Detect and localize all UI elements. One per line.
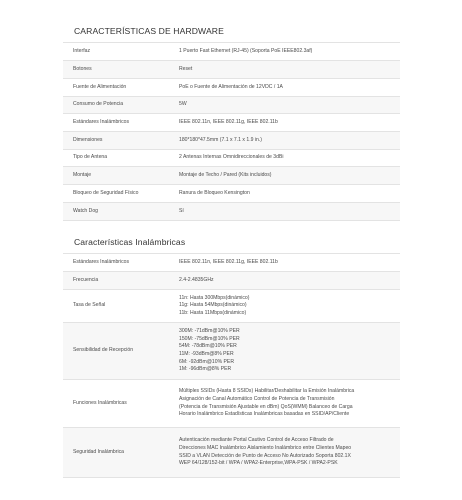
wireless-section-title: Características Inalámbricas xyxy=(74,237,186,247)
spec-value-line: SSID a VLAN Detección de Punto de Acceso No Autorizado Soporta 802.1X xyxy=(179,452,351,459)
spec-value xyxy=(179,437,400,467)
spec-value xyxy=(179,388,400,418)
spec-label: Dimensiones xyxy=(73,136,103,143)
spec-value-line: Sí xyxy=(179,207,184,214)
spec-label: Seguridad Inalámbrica xyxy=(73,448,124,455)
spec-value xyxy=(179,277,400,285)
spec-label: Interfaz xyxy=(73,47,90,54)
spec-row xyxy=(63,428,400,478)
spec-label: Frecuencia xyxy=(73,276,99,283)
hardware-section-title: CARACTERÍSTICAS DE HARDWARE xyxy=(74,26,224,36)
spec-label: Botones xyxy=(73,65,92,72)
spec-value xyxy=(179,328,400,374)
spec-value-line: 11M: -93dBm@8% PER xyxy=(179,351,234,357)
spec-label: Tasa de Señal xyxy=(73,302,106,309)
spec-row xyxy=(63,290,400,323)
hardware-spec-table xyxy=(63,42,400,221)
wireless-spec-table xyxy=(63,253,400,478)
spec-label: Sensibilidad de Recepción xyxy=(73,347,134,354)
spec-value xyxy=(179,119,400,127)
spec-value xyxy=(179,172,400,180)
spec-label: Fuente de Alimentación xyxy=(73,83,127,90)
spec-value xyxy=(179,208,400,216)
spec-value-line: PoE o Fuente de Alimentación de 12VDC / 1A xyxy=(179,83,283,90)
spec-value xyxy=(179,190,400,198)
spec-value-line: Autenticación mediante Portal Cautivo Control de Acceso Filtrado de xyxy=(179,437,334,444)
spec-value-line: 54M: -78dBm@10% PER xyxy=(179,343,237,350)
spec-value-line: 11g: Hasta 54Mbps(dinámico) xyxy=(179,302,247,309)
spec-row xyxy=(63,79,400,97)
spec-row xyxy=(63,43,400,61)
spec-value xyxy=(179,48,400,56)
spec-row xyxy=(63,167,400,185)
spec-label: Estándares Inalámbricos xyxy=(73,258,130,265)
spec-value-line: 2.4-2.4835GHz xyxy=(179,276,214,283)
spec-value xyxy=(179,137,400,145)
spec-label: Bloqueo de Seguridad Físico xyxy=(73,189,139,196)
spec-value-line: 6M: -92dBm@10% PER xyxy=(179,358,234,365)
spec-value-line: Montaje de Techo / Pared (Kits incluidos) xyxy=(179,171,272,178)
spec-row xyxy=(63,132,400,150)
spec-row xyxy=(63,323,400,380)
spec-value-line: 11n: Hasta 300Mbps(dinámico) xyxy=(179,294,250,301)
spec-value-line: Múltiples SSIDs (Hasta 8 SSIDs) Habilitar/Deshabilitar la Emisión Inalámbrica xyxy=(179,388,355,395)
spec-row xyxy=(63,97,400,114)
spec-value-line: 180*180*47.5mm (7.1 x 7.1 x 1.9 in.) xyxy=(179,136,262,143)
spec-value-line: 300M: -71dBm@10% PER xyxy=(179,328,240,335)
spec-value-line: 1 Puerto Fast Ethernet (RJ-45) (Soporta PoE IEEE802.3af) xyxy=(179,47,313,54)
spec-label: Consumo de Potencia xyxy=(73,101,124,108)
spec-value-line: 2 Antenas Internas Omnidireccionales de 3dBi xyxy=(179,154,284,161)
spec-value xyxy=(179,66,400,74)
spec-label: Tipo de Antena xyxy=(73,154,108,161)
spec-row xyxy=(63,150,400,167)
spec-value-line: 5W xyxy=(179,101,187,108)
spec-value-line: IEEE 802.11n, IEEE 802.11g, IEEE 802.11b xyxy=(179,118,278,125)
spec-value xyxy=(179,84,400,92)
spec-value xyxy=(179,154,400,162)
spec-value xyxy=(179,259,400,267)
spec-row xyxy=(63,380,400,428)
spec-row xyxy=(63,272,400,290)
spec-value-line: 1M: -96dBm@8% PER xyxy=(179,366,232,373)
spec-row xyxy=(63,61,400,79)
spec-label: Estándares Inalámbricos xyxy=(73,118,130,125)
spec-value-line: 150M: -75dBm@10% PER xyxy=(179,335,240,342)
spec-label: Funciones Inalámbricas xyxy=(73,399,127,406)
spec-value-line: Ranura de Bloqueo Kensington xyxy=(179,189,250,196)
spec-label: Montaje xyxy=(73,171,92,178)
spec-value xyxy=(179,295,400,318)
spec-value-line: WEP 64/128/152-bit / WPA / WPA2-Enterprise,WPA-PSK / WPA2-PSK xyxy=(179,460,338,467)
spec-value-line: Asignación de Canal Automático Control de Potencia de Transmisión xyxy=(179,395,335,402)
spec-value-line: Reset xyxy=(179,65,193,72)
spec-value xyxy=(179,101,400,109)
spec-value-line: (Potencia de Transmisión Ajustable en dBm) QoS(WMM) Balanceo de Carga xyxy=(179,403,353,410)
spec-row xyxy=(63,114,400,132)
spec-row xyxy=(63,185,400,203)
spec-value-line: Horario Inalámbrico Estadísticas Inalámbricas basadas en SSID/AP/Cliente xyxy=(179,411,350,418)
spec-row xyxy=(63,254,400,272)
spec-label: Watch Dog xyxy=(73,207,99,214)
spec-value-line: IEEE 802.11n, IEEE 802.11g, IEEE 802.11b xyxy=(179,258,278,265)
spec-row xyxy=(63,203,400,221)
spec-value-line: Direcciones MAC Inalámbrico Aislamiento Inalámbrico entre Clientes Mapeo xyxy=(179,444,352,451)
spec-value-line: 11b: Hasta 11Mbps(dinámico) xyxy=(179,309,247,316)
